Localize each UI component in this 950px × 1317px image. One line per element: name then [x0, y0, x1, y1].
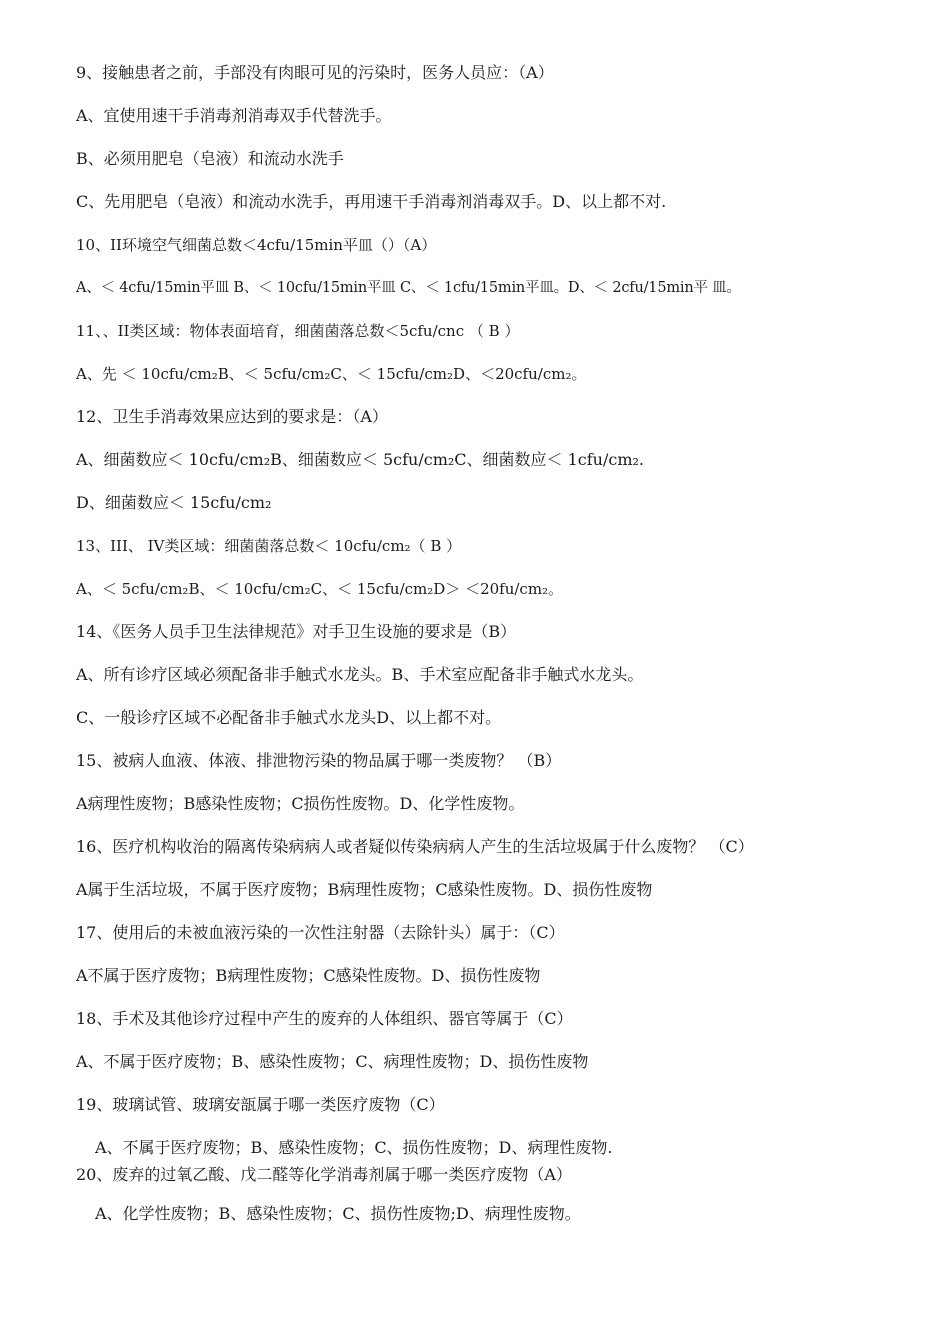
question-9-option-a: A、宜使用速干手消毒剂消毒双手代替洗手。 — [76, 106, 392, 125]
question-14-options-c-d: C、一般诊疗区域不必配备非手触式水龙头D、以上都不对。 — [76, 708, 502, 727]
question-11-options: A、先 ＜ 10cfu/cm₂B、＜ 5cfu/cm₂C、＜ 15cfu/cm₂D、＜20cfu/cm₂。 — [76, 365, 587, 383]
question-14: 14、《医务人员手卫生法律规范》对手卫生设施的要求是（B） — [76, 622, 517, 641]
question-20: 20、废弃的过氧乙酸、戊二醛等化学消毒剂属于哪一类医疗废物（A） — [76, 1165, 572, 1184]
question-15-options: A病理性废物；B感染性废物；C损伤性废物。D、化学性废物。 — [76, 794, 525, 813]
question-13-options: A、＜ 5cfu/cm₂B、＜ 10cfu/cm₂C、＜ 15cfu/cm₂D＞ ＜20fu/cm₂。 — [76, 580, 564, 598]
question-19: 19、玻璃试管、玻璃安瓿属于哪一类医疗废物（C） — [76, 1095, 445, 1114]
question-14-options-a-b: A、所有诊疗区域必须配备非手触式水龙头。B、手术室应配备非手触式水龙头。 — [76, 665, 644, 684]
question-16: 16、医疗机构收治的隔离传染病病人或者疑似传染病病人产生的生活垃圾属于什么废物？ （C） — [76, 837, 754, 856]
question-16-options: A属于生活垃圾，不属于医疗废物；B病理性废物；C感染性废物。D、损伤性废物 — [76, 880, 653, 899]
question-19-options: A、不属于医疗废物；B、感染性废物；C、损伤性废物；D、病理性废物. — [95, 1138, 613, 1157]
question-9-option-c-d: C、先用肥皂（皂液）和流动水洗手，再用速干手消毒剂消毒双手。D、以上都不对. — [76, 192, 667, 211]
question-9-option-b: B、必须用肥皂（皂液）和流动水洗手 — [76, 149, 344, 168]
question-10-options: A、＜ 4cfu/15min平皿 B、＜ 10cfu/15min平皿 C、＜ 1cfu/15min平皿。D、＜ 2cfu/15min平 皿。 — [76, 280, 741, 296]
question-12-options-a-c: A、细菌数应＜ 10cfu/cm₂B、细菌数应＜ 5cfu/cm₂C、细菌数应＜ 1cfu/cm₂. — [76, 450, 644, 469]
question-18: 18、手术及其他诊疗过程中产生的废弃的人体组织、器官等属于（C） — [76, 1009, 573, 1028]
question-17-options: A不属于医疗废物；B病理性废物；C感染性废物。D、损伤性废物 — [76, 966, 541, 985]
question-13: 13、III、 IV类区域：细菌菌落总数＜ 10cfu/cm₂（ B ） — [76, 537, 462, 555]
question-11: 11、、II类区域：物体表面培育，细菌菌落总数＜5cfu/cnc （ B ） — [76, 322, 520, 340]
question-9: 9、接触患者之前，手部没有肉眼可见的污染时，医务人员应：（A） — [76, 63, 554, 82]
question-17: 17、使用后的未被血液污染的一次性注射器（去除针头）属于：（C） — [76, 923, 565, 942]
question-10: 10、II环境空气细菌总数＜4cfu/15min平皿（）（A） — [76, 236, 437, 254]
question-15: 15、被病人血液、体液、排泄物污染的物品属于哪一类废物？ （B） — [76, 751, 562, 770]
question-20-options: A、化学性废物；B、感染性废物；C、损伤性废物;D、病理性废物。 — [95, 1204, 581, 1223]
question-18-options: A、不属于医疗废物；B、感染性废物；C、病理性废物；D、损伤性废物 — [76, 1052, 589, 1071]
question-12-option-d: D、细菌数应＜ 15cfu/cm₂ — [76, 493, 272, 512]
question-12: 12、卫生手消毒效果应达到的要求是：（A） — [76, 407, 388, 426]
